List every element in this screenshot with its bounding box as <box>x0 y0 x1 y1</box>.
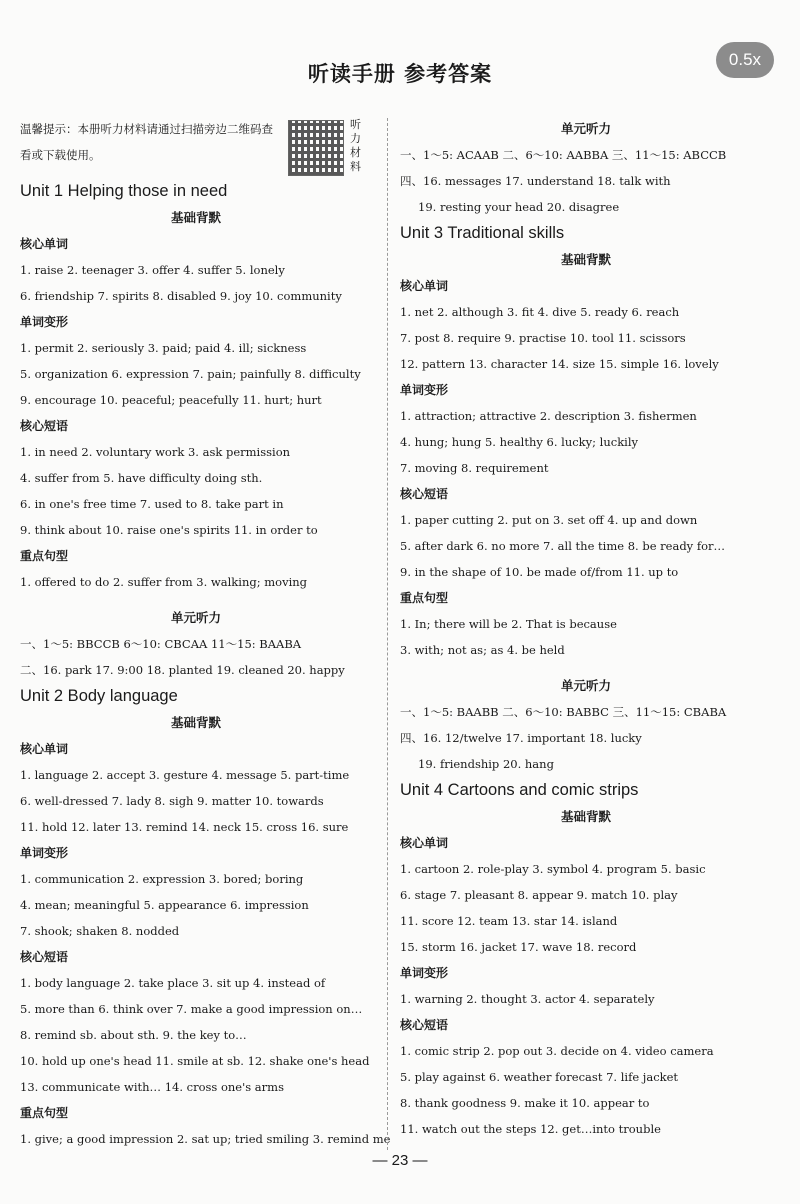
answer-line: 1. attraction; attractive 2. description 3. fishermen <box>400 409 697 423</box>
answer-line: 7. shook; shaken 8. nodded <box>20 924 180 938</box>
answer-line: 10. hold up one's head 11. smile at sb. 12. shake one's head <box>20 1054 370 1068</box>
page-number: — 23 — <box>372 1152 428 1169</box>
answer-line: 1. body language 2. take place 3. sit up 4. instead of <box>20 976 326 990</box>
answer-line: 1. offered to do 2. suffer from 3. walking; moving <box>20 575 308 589</box>
answer-line: 1. In; there will be 2. That is because <box>400 617 617 631</box>
left-answer-lines <box>20 178 391 1152</box>
block-heading: 单元听力 <box>560 678 611 693</box>
answer-line: 1. language 2. accept 3. gesture 4. message 5. part-time <box>20 768 350 782</box>
answer-line: 1. in need 2. voluntary work 3. ask permission <box>20 445 291 459</box>
answer-line: 7. post 8. require 9. practise 10. tool 11. scissors <box>400 331 686 345</box>
spacer <box>400 663 772 673</box>
answer-line: 13. communicate with… 14. cross one's arms <box>20 1080 284 1094</box>
answer-line: 9. in the shape of 10. be made of/from 11. up to <box>400 565 679 579</box>
answer-line: 1. warning 2. thought 3. actor 4. separately <box>400 992 655 1006</box>
answer-line: 6. friendship 7. spirits 8. disabled 9. joy 10. community <box>20 289 342 303</box>
playback-speed-button[interactable]: 0.5x <box>716 42 774 78</box>
answer-line: 5. play against 6. weather forecast 7. life jacket <box>400 1070 679 1084</box>
answer-line: 二、16. park 17. 9:00 18. planted 19. cleaned 20. happy <box>20 663 345 677</box>
block-heading: 单元听力 <box>560 121 611 136</box>
right-answer-lines <box>400 116 772 1142</box>
unit-heading: Unit 1 Helping those in need <box>20 182 228 200</box>
block-heading: 基础背默 <box>560 252 611 267</box>
answer-line: 11. score 12. team 13. star 14. island <box>400 914 618 928</box>
answer-line: 1. comic strip 2. pop out 3. decide on 4. video camera <box>400 1044 714 1058</box>
answer-line: 1. communication 2. expression 3. bored; boring <box>20 872 304 886</box>
section-label: 单词变形 <box>20 846 69 860</box>
block-heading: 基础背默 <box>560 809 611 824</box>
answer-line: 8. thank goodness 9. make it 10. appear to <box>400 1096 650 1110</box>
tip-text: 温馨提示：本册听力材料请通过扫描旁边二维码查看或下载使用。 <box>20 122 273 162</box>
answer-line: 19. friendship 20. hang <box>418 757 554 771</box>
unit-heading: Unit 3 Traditional skills <box>400 224 565 242</box>
answer-line: 12. pattern 13. character 14. size 15. simple 16. lovely <box>400 357 719 371</box>
answer-line: 1. net 2. although 3. fit 4. dive 5. ready 6. reach <box>400 305 680 319</box>
answer-line: 1. paper cutting 2. put on 3. set off 4. up and down <box>400 513 698 527</box>
column-divider <box>387 118 388 1150</box>
section-label: 重点句型 <box>400 591 449 605</box>
section-label: 单词变形 <box>400 383 449 397</box>
right-column <box>400 116 772 1142</box>
spacer <box>20 595 372 605</box>
qr-code-icon[interactable] <box>288 120 344 176</box>
answer-line: 一、1～5: BAABB 二、6～10: BABBC 三、11～15: CBABA <box>400 705 727 719</box>
section-label: 重点句型 <box>20 1106 69 1120</box>
answer-line: 5. after dark 6. no more 7. all the time 8. be ready for… <box>400 539 726 553</box>
block-heading: 基础背默 <box>170 715 221 730</box>
unit-heading: Unit 4 Cartoons and comic strips <box>400 781 639 799</box>
tip-block <box>20 116 372 178</box>
section-label: 核心短语 <box>20 419 69 433</box>
answer-line: 7. moving 8. requirement <box>400 461 549 475</box>
block-heading: 基础背默 <box>170 210 221 225</box>
unit-heading: Unit 2 Body language <box>20 687 178 705</box>
answer-line: 8. remind sb. about sth. 9. the key to… <box>20 1028 247 1042</box>
answer-line: 3. with; not as; as 4. be held <box>400 643 565 657</box>
answer-line: 6. stage 7. pleasant 8. appear 9. match 10. play <box>400 888 678 902</box>
qr-label: 听力材料 <box>350 118 361 173</box>
section-label: 核心单词 <box>20 742 69 756</box>
answer-line: 四、16. messages 17. understand 18. talk with <box>400 174 671 188</box>
answer-line: 6. in one's free time 7. used to 8. take part in <box>20 497 284 511</box>
section-label: 重点句型 <box>20 549 69 563</box>
answer-line: 4. hung; hung 5. healthy 6. lucky; luckily <box>400 435 639 449</box>
answer-line: 15. storm 16. jacket 17. wave 18. record <box>400 940 637 954</box>
answer-line: 一、1～5: BBCCB 6～10: CBCAA 11～15: BAABA <box>20 637 302 651</box>
answer-line: 11. watch out the steps 12. get…into trouble <box>400 1122 661 1136</box>
answer-line: 1. cartoon 2. role-play 3. symbol 4. program 5. basic <box>400 862 706 876</box>
answer-line: 4. suffer from 5. have difficulty doing sth. <box>20 471 263 485</box>
section-label: 核心单词 <box>400 836 449 850</box>
section-label: 核心单词 <box>20 237 69 251</box>
answer-line: 一、1～5: ACAAB 二、6～10: AABBA 三、11～15: ABCCB <box>400 148 727 162</box>
answer-line: 1. give; a good impression 2. sat up; tried smiling 3. remind me <box>20 1132 391 1146</box>
section-label: 核心短语 <box>400 1018 449 1032</box>
answer-line: 9. encourage 10. peaceful; peacefully 11. hurt; hurt <box>20 393 322 407</box>
answer-line: 6. well-dressed 7. lady 8. sigh 9. matter 10. towards <box>20 794 324 808</box>
answer-line: 1. raise 2. teenager 3. offer 4. suffer 5. lonely <box>20 263 285 277</box>
answer-line: 19. resting your head 20. disagree <box>418 200 620 214</box>
answer-line: 1. permit 2. seriously 3. paid; paid 4. ill; sickness <box>20 341 307 355</box>
section-label: 核心短语 <box>400 487 449 501</box>
answer-line: 四、16. 12/twelve 17. important 18. lucky <box>400 731 642 745</box>
section-label: 核心单词 <box>400 279 449 293</box>
answer-line: 4. mean; meaningful 5. appearance 6. impression <box>20 898 309 912</box>
page-title: 听读手册 参考答案 <box>307 62 493 86</box>
answer-line: 9. think about 10. raise one's spirits 11. in order to <box>20 523 318 537</box>
section-label: 单词变形 <box>20 315 69 329</box>
section-label: 核心短语 <box>20 950 69 964</box>
left-column <box>20 116 391 1152</box>
block-heading: 单元听力 <box>170 610 221 625</box>
section-label: 单词变形 <box>400 966 449 980</box>
answer-line: 11. hold 12. later 13. remind 14. neck 15. cross 16. sure <box>20 820 349 834</box>
answer-line: 5. organization 6. expression 7. pain; painfully 8. difficulty <box>20 367 361 381</box>
answer-line: 5. more than 6. think over 7. make a good impression on… <box>20 1002 363 1016</box>
